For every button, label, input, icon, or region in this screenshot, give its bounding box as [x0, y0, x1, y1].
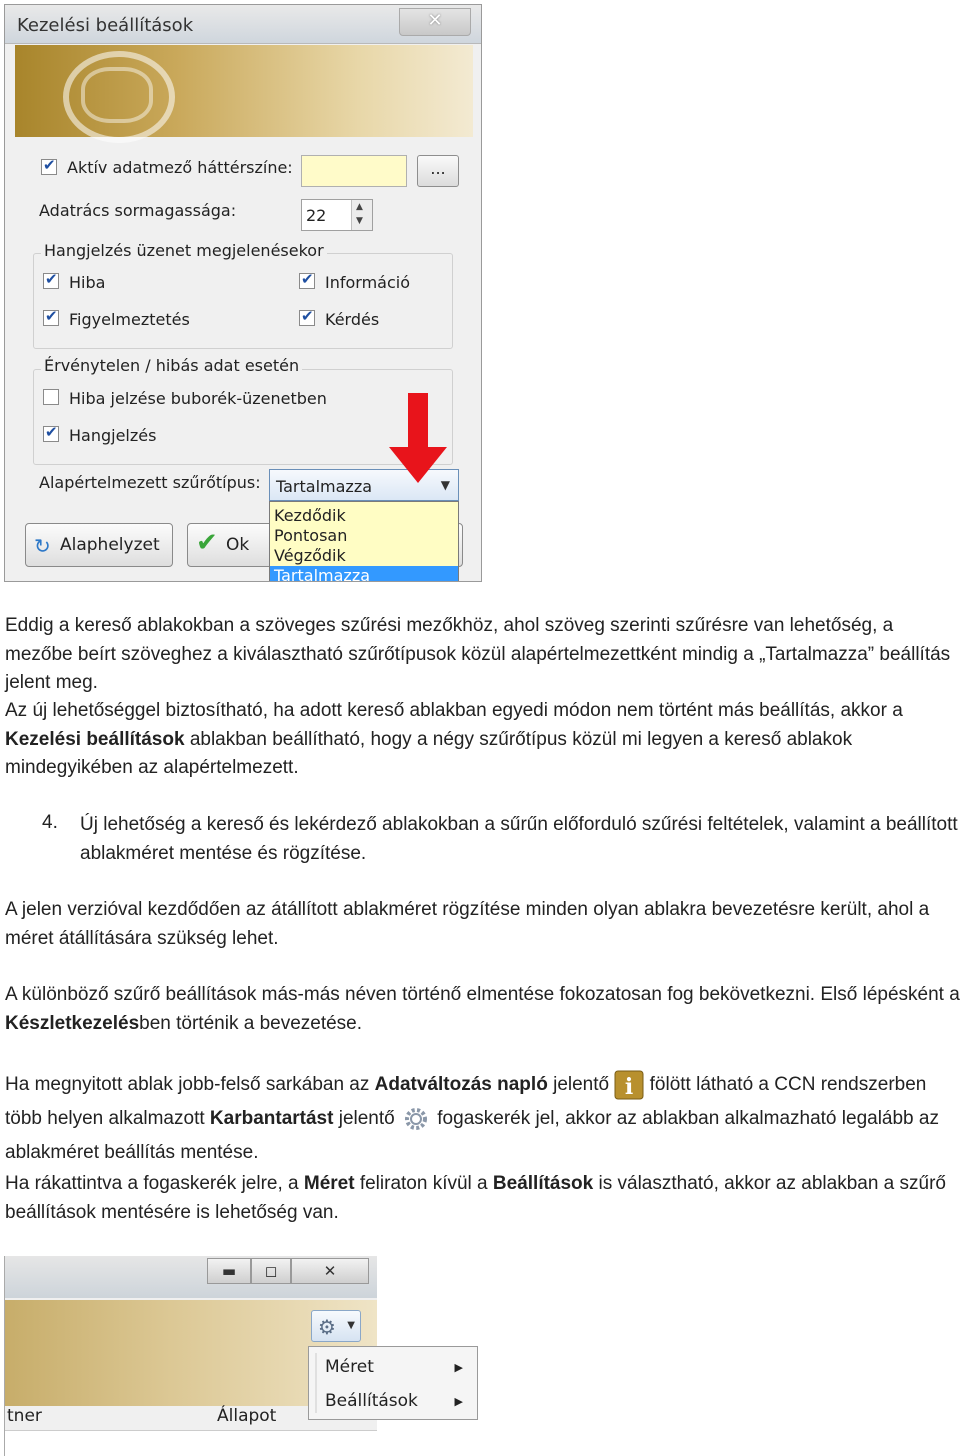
bold-inventory: Készletkezelés: [5, 1012, 140, 1034]
paragraph-5: Ha megnyitott ablak jobb-felső sarkában az Adatváltozás napló jelentő i fölött látható a CCN rendszerben több helyen alkalmazott Karbantartást jelentő fogaskerék jel, akkor az ablakban alkalmazható legalább az ablakméret beállítás mentése.: [5, 1068, 960, 1170]
gear-menu-button[interactable]: [311, 1310, 361, 1342]
beep-warning-label: Figyelmeztetés: [69, 310, 190, 329]
logo-emblem-inner: [81, 67, 153, 123]
reset-button[interactable]: [25, 523, 173, 567]
beep-info-label: Információ: [325, 273, 410, 292]
reset-button-label: Alaphelyzet: [60, 535, 160, 555]
error-sound-checkbox[interactable]: [43, 426, 59, 442]
close-button[interactable]: [291, 1258, 369, 1284]
info-icon: [614, 1070, 644, 1100]
bold-change-log: Adatváltozás napló: [374, 1074, 548, 1095]
menu-item-settings[interactable]: Beállítások: [325, 1391, 418, 1411]
chevron-down-icon[interactable]: ▼: [356, 216, 363, 226]
list-number: 4.: [42, 812, 58, 833]
paragraph-1: Eddig a kereső ablakokban a szöveges szűrési mezőkhöz, ahol szöveg szerinti szűrésre van lehetőség, a mezőbe beírt szöveghez a kiválasztható szűrőtípusok közül alapértelmezettként mindig a „Tartalmazza” beállítás jelent meg.: [5, 615, 951, 693]
error-bubble-checkbox[interactable]: [43, 389, 59, 405]
minimize-icon: ▬: [221, 1262, 237, 1280]
active-bg-label: Aktív adatmező háttérszíne:: [67, 158, 293, 177]
dialog-title: Kezelési beállítások: [17, 15, 194, 36]
row-height-stepper[interactable]: [301, 199, 373, 231]
paragraph-3: A jelen verzióval kezdődően az átállított ablakméret rögzítése minden olyan ablakra bevezetésre került, ahol a méret átállítására szükség lehet.: [5, 899, 930, 949]
filter-type-value: Tartalmazza: [276, 477, 373, 496]
maximize-icon: ◻: [264, 1262, 278, 1280]
beep-error-checkbox[interactable]: [43, 273, 59, 289]
svg-text:i: i: [625, 1073, 634, 1100]
minimize-button[interactable]: [207, 1258, 251, 1284]
bold-size: Méret: [303, 1173, 355, 1194]
gear-icon: [400, 1104, 432, 1134]
maximize-button[interactable]: [251, 1258, 291, 1284]
paragraph-4: A különböző szűrő beállítások más-más néven történő elmentése fokozatosan fog bekövetkezni. Első lépésként a Készletkezelésben történik a bevezetése.: [5, 984, 960, 1034]
window-titlebar: [5, 1256, 377, 1298]
filter-option-ends[interactable]: Végződik: [274, 546, 346, 565]
checkmark-icon: ✔: [196, 528, 218, 558]
row-height-label: Adatrács sormagassága:: [39, 201, 237, 220]
beep-group-title: Hangjelzés üzenet megjelenésekor: [41, 241, 327, 260]
stepper-arrows[interactable]: [351, 200, 372, 230]
chevron-right-icon: ▶: [454, 1395, 463, 1408]
bold-maintenance: Karbantartást: [209, 1108, 334, 1129]
beep-group: [33, 253, 453, 349]
column-header-partner[interactable]: tner: [7, 1406, 42, 1426]
beep-question-checkbox[interactable]: [299, 310, 315, 326]
beep-info-checkbox[interactable]: [299, 273, 315, 289]
dialog-titlebar: [5, 5, 481, 44]
invalid-group-title: Érvénytelen / hibás adat esetén: [41, 356, 302, 375]
filter-option-starts[interactable]: Kezdődik: [274, 506, 346, 525]
menu-item-size[interactable]: Méret: [325, 1357, 374, 1377]
menu-separator: [315, 1353, 317, 1413]
bold-settings: Beállítások: [492, 1173, 594, 1194]
paragraph-6: Ha rákattintva a fogaskerék jelre, a Méret feliraton kívül a Beállítások is választható, akkor az ablakban a szűrő beállítások mentésére is lehetőség van.: [5, 1173, 946, 1223]
beep-error-label: Hiba: [69, 273, 106, 292]
filter-option-contains[interactable]: Tartalmazza: [270, 566, 458, 582]
color-browse-button[interactable]: ...: [417, 155, 459, 187]
gear-icon: ⚙: [318, 1315, 336, 1339]
chevron-up-icon[interactable]: ▲: [356, 202, 363, 212]
paragraph-2: Az új lehetőséggel biztosítható, ha adott kereső ablakban egyedi módon nem történt más beállítás, akkor a Kezelési beállítások ablakban beállítható, hogy a négy szűrőtípus közül mi legyen a kereső ablakok mindegyikében az alapértelmezett.: [5, 700, 903, 778]
settings-dialog: [4, 4, 482, 582]
red-arrow-annotation: [389, 393, 447, 485]
chevron-down-icon[interactable]: ▼: [440, 478, 450, 492]
row-height-value: 22: [306, 206, 327, 225]
close-button[interactable]: [399, 8, 471, 36]
close-icon: ✕: [427, 10, 443, 31]
chevron-down-icon: ▼: [347, 1320, 355, 1331]
list-item-text: Új lehetőség a kereső és lekérdező ablakokban a sűrűn előforduló szűrési feltételek, valamint a beállított ablakméret mentése és rögzítése.: [80, 814, 958, 864]
active-bg-checkbox[interactable]: [41, 159, 57, 175]
ok-button-label: Ok: [226, 535, 250, 555]
filter-type-label: Alapértelmezett szűrőtípus:: [39, 473, 261, 492]
error-bubble-label: Hiba jelzése buborék-üzenetben: [69, 389, 327, 408]
error-sound-label: Hangjelzés: [69, 426, 157, 445]
filter-option-exact[interactable]: Pontosan: [274, 526, 348, 545]
gear-dropdown-menu: [308, 1346, 478, 1420]
banner-image: [15, 45, 473, 137]
chevron-right-icon: ▶: [454, 1361, 463, 1374]
filter-type-dropdown: [269, 501, 459, 582]
bold-settings-name: Kezelési beállítások: [5, 728, 185, 750]
beep-warning-checkbox[interactable]: [43, 310, 59, 326]
data-grid: [5, 1430, 377, 1456]
active-bg-color-box[interactable]: [301, 155, 407, 187]
column-header-status[interactable]: Állapot: [217, 1406, 277, 1426]
beep-question-label: Kérdés: [325, 310, 380, 329]
close-icon: ✕: [323, 1262, 337, 1280]
refresh-icon: ↻: [34, 534, 51, 558]
